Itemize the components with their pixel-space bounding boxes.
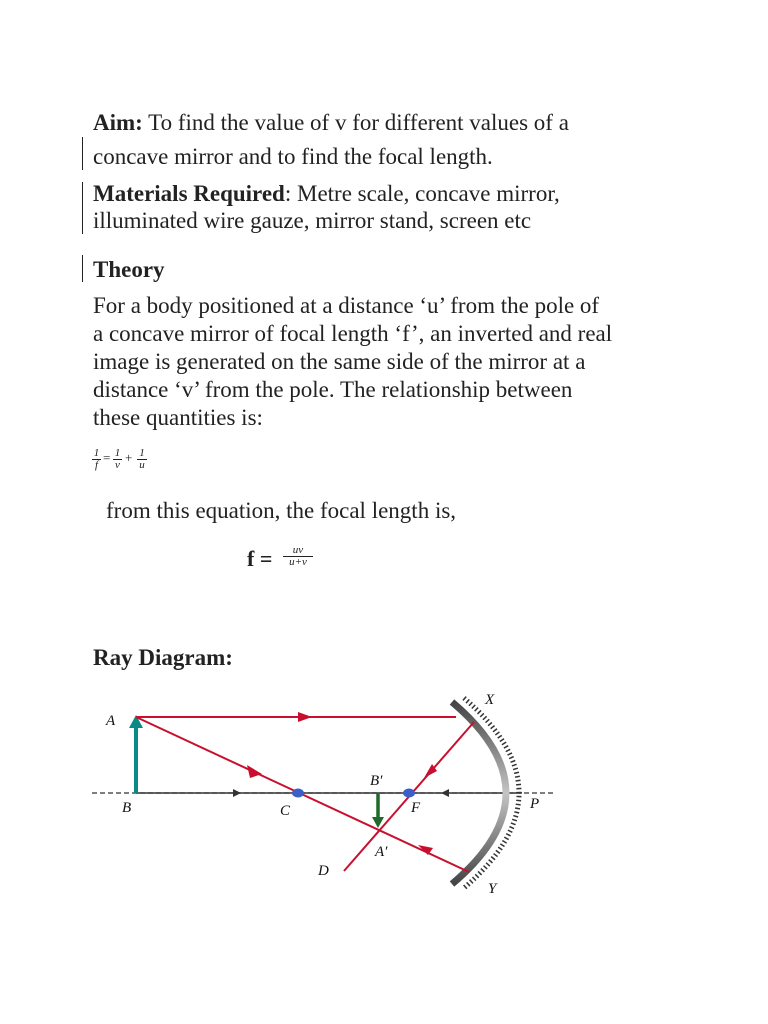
axis-arrow — [233, 789, 241, 797]
focus-point — [403, 789, 415, 798]
numerator: 1 — [93, 447, 100, 459]
aim-text: To find the value of v for different values of a — [142, 110, 569, 135]
theory-heading: Theory — [93, 257, 165, 282]
aim-text-line2: concave mirror and to find the focal length. — [93, 144, 493, 169]
materials-label: Materials Required — [93, 181, 285, 206]
label-P: P — [530, 796, 540, 812]
label-F: F — [411, 800, 421, 816]
theory-line: For a body positioned at a distance ‘u’ from the pole of — [93, 293, 600, 318]
label-Y: Y — [488, 881, 497, 897]
label-D: D — [318, 863, 329, 879]
ray-arrow — [247, 765, 262, 778]
label-A: A — [106, 713, 116, 729]
label-B: B — [122, 800, 132, 816]
aim-label: Aim: — [93, 110, 143, 135]
materials-text: : Metre scale, concave mirror, — [284, 181, 560, 206]
theory-line: these quantities is: — [93, 405, 263, 430]
materials-text-line2: illuminated wire gauze, mirror stand, screen etc — [93, 208, 532, 233]
denominator: u — [139, 459, 145, 471]
equals-sign: = — [103, 450, 111, 465]
denominator: v — [115, 459, 120, 471]
ray-arrow — [298, 712, 312, 722]
plus-sign: + — [125, 450, 133, 465]
ray-diagram-heading: Ray Diagram: — [93, 645, 233, 670]
axis-arrow — [441, 789, 449, 797]
center-of-curvature-point — [292, 789, 304, 798]
derivation-text: from this equation, the focal length is, — [106, 498, 457, 523]
theory-line: a concave mirror of focal length ‘f’, an inverted and real — [93, 321, 613, 346]
label-C: C — [280, 803, 291, 819]
focal-length-lhs: f = — [247, 546, 273, 571]
numerator: uv — [283, 545, 313, 557]
label-B-prime: B′ — [370, 773, 383, 789]
label-X: X — [485, 692, 495, 708]
theory-line: image is generated on the same side of the mirror at a — [93, 349, 586, 374]
denominator: u+v — [289, 556, 307, 568]
numerator: 1 — [114, 447, 121, 459]
numerator: 1 — [137, 448, 147, 460]
label-A-prime: A′ — [375, 844, 388, 860]
denominator: f — [94, 459, 99, 471]
theory-line: distance ‘v’ from the pole. The relationship between — [93, 377, 573, 402]
